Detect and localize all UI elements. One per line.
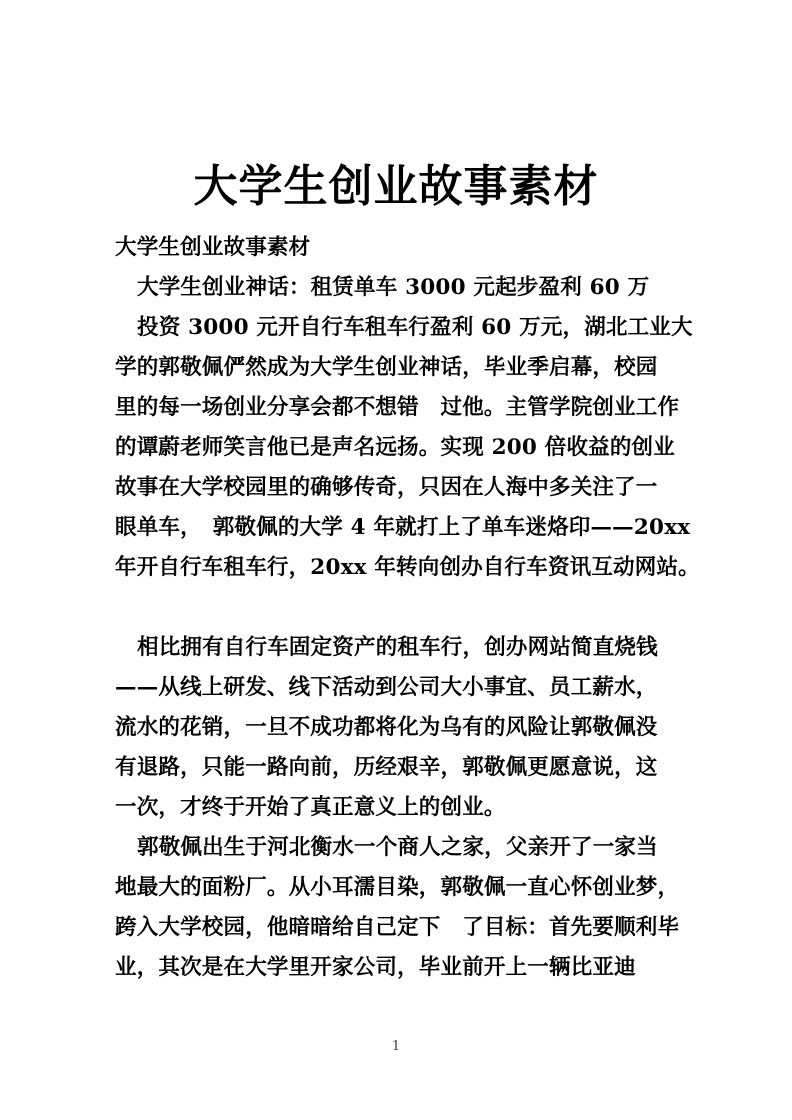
document-line: 业，其次是在大学里开家公司，毕业前开上一辆比亚迪: [115, 955, 636, 980]
document-line: 眼单车， 郭敬佩的大学 4 年就打上了单车迷烙印——20xx: [115, 515, 691, 540]
footer-page-number: 1: [391, 1039, 401, 1054]
document-line: 相比拥有自行车固定资产的租车行，创办网站简直烧钱: [137, 635, 658, 660]
document-line: 年开自行车租车行，20xx 年转向创办自行车资讯互动网站。: [115, 555, 700, 580]
document-line: 地最大的面粉厂。从小耳濡目染，郭敬佩一直心怀创业梦，: [115, 875, 680, 900]
document-line: 一次，才终于开始了真正意义上的创业。: [115, 795, 506, 820]
document-body: [115, 228, 700, 988]
document-line: 学的郭敬佩俨然成为大学生创业神话，毕业季启幕，校园: [115, 355, 658, 380]
document-line: 里的每一场创业分享会都不想错 过他。主管学院创业工作: [115, 395, 680, 420]
document-line: 跨入大学校园，他暗暗给自己定下 了目标：首先要顺利毕: [115, 915, 680, 940]
document-line: 有退路，只能一路向前，历经艰辛，郭敬佩更愿意说，这: [115, 755, 658, 780]
document-line: 流水的花销，一旦不成功都将化为乌有的风险让郭敬佩没: [115, 715, 658, 740]
document-line: 投资 3000 元开自行车租车行盈利 60 万元，湖北工业大: [137, 315, 693, 340]
document-line: 大学生创业神话：租赁单车 3000 元起步盈利 60 万: [137, 275, 650, 300]
document-line: 大学生创业故事素材: [115, 235, 311, 260]
document-line: 故事在大学校园里的确够传奇，只因在人海中多关注了一: [115, 475, 658, 500]
document-line: ——从线上研发、线下活动到公司大小事宜、员工薪水，: [115, 675, 658, 700]
paragraph-spacer: [115, 588, 679, 628]
document-line: 的谭蔚老师笑言他已是声名远扬。实现 200 倍收益的创业: [115, 435, 675, 460]
page-title: 大学生创业故事素材: [193, 161, 599, 213]
document-line: 郭敬佩出生于河北衡水一个商人之家，父亲开了一家当: [137, 835, 658, 860]
